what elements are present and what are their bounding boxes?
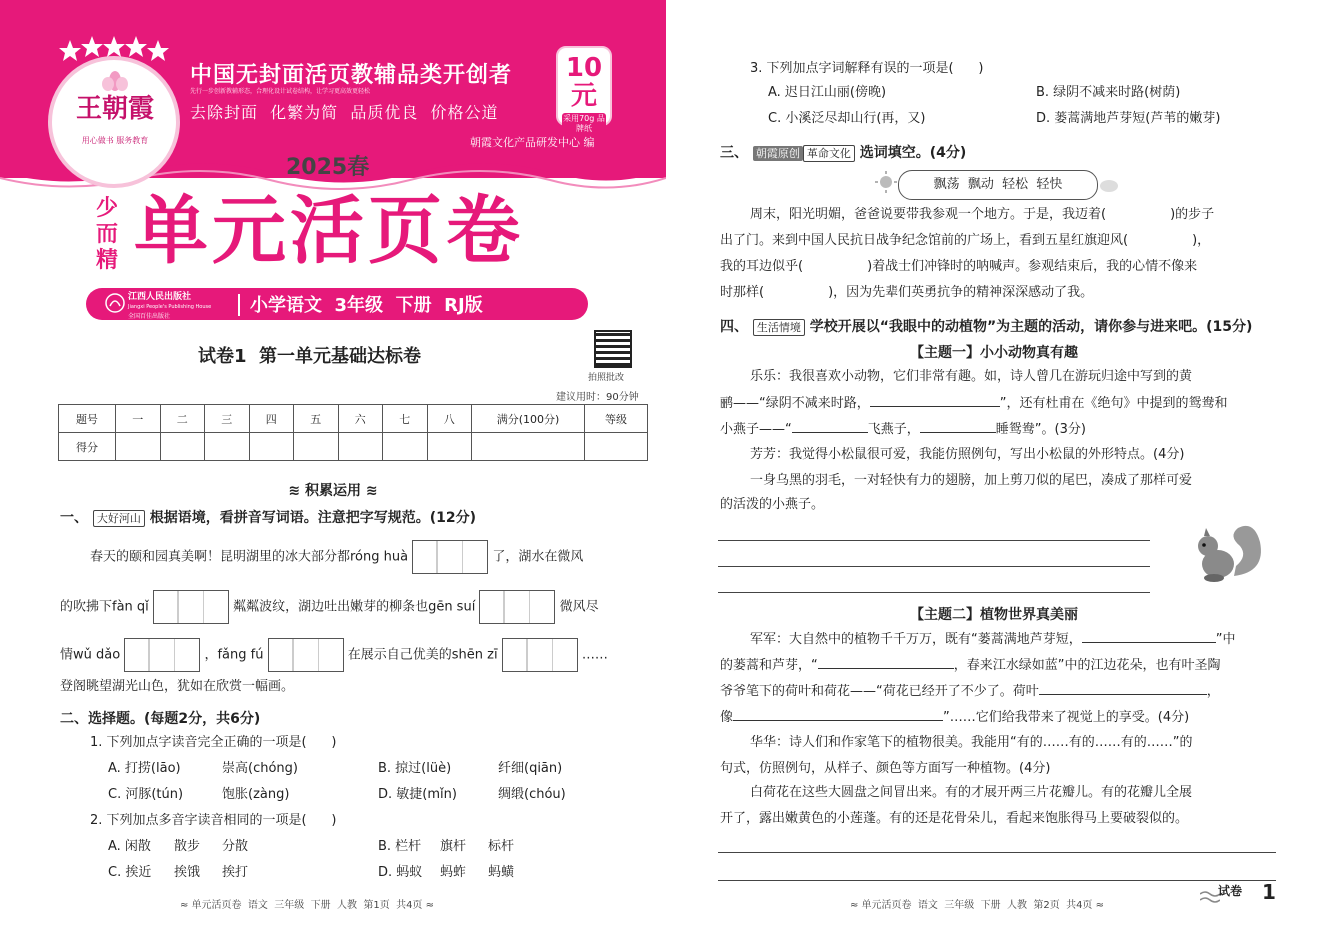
table-row [59, 433, 648, 461]
option[interactable]: D. 敏捷(mǐn) [378, 787, 457, 802]
writing-box[interactable] [502, 638, 578, 672]
theme2-line: 华华：诗人们和作家笔下的植物很美。我能用“有的……有的……有的……”的 [750, 735, 1193, 750]
option-word: 饱胀(zàng) [222, 787, 290, 802]
writing-box[interactable] [153, 590, 229, 624]
score-input[interactable] [116, 433, 161, 461]
option[interactable]: A. 迟日江山丽(傍晚) [768, 85, 887, 100]
theme-2-title: 【主题二】植物世界真美丽 [910, 607, 1078, 623]
answer-line[interactable] [718, 540, 1150, 541]
q2-sub-2: 2. 下列加点多音字读音相同的一项是( ) [90, 813, 337, 828]
option-word: 蚂蚱 [440, 865, 467, 880]
paper-badge-number: 1 [1262, 880, 1276, 904]
publisher-name: 江西人民出版社 [128, 292, 192, 302]
sec3-line-1: 周末，阳光明媚，爸爸说要带我参观一个地方。于是，我迈着( )的步子 [750, 204, 1214, 226]
side-word: 少 [95, 196, 118, 221]
test-title: 试卷1 第一单元基础达标卷 [198, 346, 422, 367]
fill-blank[interactable] [1082, 628, 1216, 643]
table-cell: 满分(100分) [472, 405, 585, 433]
star-crown-icon [58, 36, 170, 66]
option[interactable]: B. 绿阴不减来时路(树荫) [1036, 85, 1181, 100]
score-input[interactable] [427, 433, 472, 461]
score-input[interactable] [338, 433, 383, 461]
fill-blank[interactable] [818, 654, 954, 669]
writing-box[interactable] [479, 590, 555, 624]
table-cell: 六 [338, 405, 383, 433]
theme2-line: 的蒌蒿和芦芽，“ ，春来江水绿如蓝”中的江边花朵，也有叶圣陶 [720, 654, 1221, 677]
writing-box[interactable] [268, 638, 344, 672]
theme2-line: 句式，仿照例句，从样子、颜色等方面写一种植物。(4分) [720, 761, 1051, 776]
question-2-head: 二、选择题。(每题2分，共6分) [60, 711, 261, 727]
book-title: 单元活页卷 [134, 188, 524, 274]
score-input[interactable] [249, 433, 294, 461]
option[interactable]: D. 蒌蒿满地芦芽短(芦苇的嫩芽) [1036, 111, 1221, 126]
score-input[interactable] [160, 433, 205, 461]
price: 10元 [565, 53, 603, 111]
theme1-line: 鹂——“绿阴不减来时路， ”，还有杜甫在《绝句》中提到的鸳鸯和 [720, 392, 1228, 415]
qr-label: 拍照批改 [588, 373, 625, 383]
fill-blank[interactable] [1106, 204, 1170, 218]
table-cell: 等级 [585, 405, 648, 433]
writing-box[interactable] [124, 638, 200, 672]
page-footer: ≈ 单元活页卷 语文 三年级 下册 人教 第1页 共4页 ≈ [180, 900, 434, 911]
question-1-head: 一、 大好河山 根据语境，看拼音写词语。注意把字写规范。(12分) [60, 510, 477, 526]
theme1-line: 芳芳：我觉得小松鼠很可爱，我能仿照例句，写出小松鼠的外形特点。(4分) [750, 447, 1185, 462]
table-cell: 五 [294, 405, 339, 433]
q1-line-3: 情wǔ dǎo ，fǎng fú 在展示自己优美的shēn zī …… [60, 638, 608, 672]
writing-box[interactable] [412, 540, 488, 574]
sun-icon [874, 170, 898, 194]
score-table [58, 404, 648, 461]
side-word: 而 [95, 222, 118, 247]
table-cell: 四 [249, 405, 294, 433]
option[interactable]: D. 蚂蚁 [378, 865, 423, 880]
theme1-line: 一身乌黑的羽毛，一对轻快有力的翅膀，加上剪刀似的尾巴，凑成了那样可爱 [750, 473, 1193, 488]
brand-sub: 用心做书 服务教育 [81, 136, 149, 145]
time-note: 建议用时：90分钟 [556, 392, 639, 403]
q3-stem: 3. 下列加点字词解释有误的一项是( ) [750, 61, 984, 76]
section-4-head: 四、 生活情境 学校开展以“我眼中的动植物”为主题的活动，请你参与进来吧。(15分) [720, 319, 1253, 335]
tag-label: 大好河山 [93, 510, 145, 527]
tag-label: 生活情境 [753, 319, 805, 336]
fill-blank[interactable] [1128, 230, 1192, 244]
price-tag [556, 46, 612, 133]
paper-note: 采用70g 品牌纸 [563, 114, 605, 133]
sec3-line-2: 出了门。来到中国人民抗日战争纪念馆前的广场上，看到五星红旗迎风( )， [720, 230, 1210, 252]
q1-line-1: 春天的颐和园真美啊！昆明湖里的冰大部分都róng huà 了，湖水在微风 [90, 540, 583, 574]
table-cell: 得分 [59, 433, 116, 461]
fill-blank[interactable] [870, 392, 1000, 407]
sec3-line-3: 我的耳边似乎( )着战士们冲锋时的呐喊声。参观结束后，我的心情不像来 [720, 256, 1197, 278]
word-bank: 飘荡 飘动 轻松 轻快 [898, 170, 1098, 200]
qr-code[interactable] [594, 330, 632, 368]
fill-blank[interactable] [764, 282, 828, 296]
option-word: 蚂蟥 [488, 865, 515, 880]
option-word: 标杆 [488, 839, 515, 854]
season-label: 2025春 [286, 155, 370, 180]
sec3-line-4: 时那样( )，因为先辈们英勇抗争的精神深深感动了我。 [720, 282, 1093, 304]
answer-line[interactable] [718, 880, 1276, 881]
option-word: 分散 [222, 839, 249, 854]
section-3-head: 三、 朝霞原创 革命文化 选词填空。(4分) [720, 145, 967, 161]
theme2-line: 军军：大自然中的植物千千万万，既有“蒌蒿满地芦芽短， ”中 [750, 628, 1236, 651]
option[interactable]: C. 小溪泛尽却山行(再，又) [768, 111, 926, 126]
answer-line[interactable] [718, 852, 1276, 853]
option-word: 崇高(chóng) [222, 761, 298, 776]
section-heading: ≋ 积累运用 ≋ [288, 483, 378, 499]
option[interactable]: C. 挨近 [108, 865, 152, 880]
fill-blank[interactable] [733, 706, 943, 721]
table-cell: 题号 [59, 405, 116, 433]
theme2-line: 爷爷笔下的荷叶和荷花——“荷花已经开了不少了。荷叶 ， [720, 680, 1220, 703]
option[interactable]: C. 河豚(tún) [108, 787, 184, 802]
option-word: 挨饿 [174, 865, 201, 880]
option-word: 挨打 [222, 865, 249, 880]
table-cell: 七 [383, 405, 428, 433]
fill-blank[interactable] [1039, 680, 1207, 695]
slogan-small: 先行一步创新教辅形态，合理化设计试卷结构，让学习更高效更轻松 [190, 88, 371, 95]
publisher-sub: 全国百佳出版社 [128, 313, 171, 320]
squirrel-illustration [1188, 516, 1268, 588]
cloud-icon [1098, 174, 1120, 194]
answer-line[interactable] [718, 566, 1150, 567]
option-word: 旗杆 [440, 839, 467, 854]
option-word: 纤细(qiān) [498, 761, 563, 776]
option[interactable]: B. 掠过(lüè) [378, 761, 452, 776]
theme1-line: 的活泼的小燕子。 [720, 497, 825, 512]
brand-name: 王朝霞 [75, 94, 154, 124]
option[interactable]: B. 栏杆 [378, 839, 422, 854]
publisher [128, 292, 211, 322]
fill-blank[interactable] [920, 418, 996, 433]
table-cell: 一 [116, 405, 161, 433]
option-word: 绸缎(chóu) [498, 787, 566, 802]
theme-1-title: 【主题一】小小动物真有趣 [910, 345, 1078, 361]
publisher-logo-icon [104, 292, 126, 314]
wave-icon: ≋ [288, 483, 305, 499]
fill-blank[interactable] [792, 418, 868, 433]
q2-sub-1: 1. 下列加点字读音完全正确的一项是( ) [90, 735, 337, 750]
theme2-line: 像 ”……它们给我带来了视觉上的享受。(4分) [720, 706, 1189, 729]
table-row [59, 405, 648, 433]
score-input[interactable] [383, 433, 428, 461]
slogan-features: 去除封面 化繁为简 品质优良 价格公道 [190, 103, 499, 122]
paper-badge: 试卷 [1218, 884, 1243, 898]
side-words [92, 196, 122, 274]
answer-line[interactable] [718, 592, 1150, 593]
slogan-main: 中国无封面活页教辅品类开创者 [190, 63, 513, 88]
tag-label: 朝霞原创 [753, 146, 803, 161]
wave-icon: ≋ [361, 483, 378, 499]
theme2-line: 开了，露出嫩黄色的小莲蓬。有的还是花骨朵儿，看起来饱胀得马上要破裂似的。 [720, 811, 1189, 826]
table-cell: 二 [160, 405, 205, 433]
option[interactable]: A. 打捞(lāo) [108, 761, 181, 776]
score-input[interactable] [472, 433, 585, 461]
q1-line-2: 的吹拂下fàn qǐ 粼粼波纹，湖边吐出嫩芽的柳条也gēn suí 微风尽 [60, 590, 599, 624]
fill-blank[interactable] [803, 256, 867, 270]
theme1-line: 小燕子——“ 飞燕子， 睡鸳鸯”。(3分) [720, 418, 1086, 441]
divider [238, 294, 240, 316]
publisher-en: Jiangxi People's Publishing House [128, 304, 212, 310]
q1-line-4: 登阁眺望湖光山色，犹如在欣赏一幅画。 [60, 679, 295, 694]
table-cell: 八 [427, 405, 472, 433]
score-input[interactable] [585, 433, 648, 461]
theme1-line: 乐乐：我很喜欢小动物，它们非常有趣。如，诗人曾几在游玩归途中写到的黄 [750, 369, 1193, 384]
subtitle: 小学语文 3年级 下册 RJ版 [250, 295, 483, 316]
tag-label: 革命文化 [803, 145, 855, 162]
score-input[interactable] [205, 433, 250, 461]
page-footer: ≈ 单元活页卷 语文 三年级 下册 人教 第2页 共4页 ≈ [850, 900, 1104, 911]
theme2-line: 白荷花在这些大圆盘之间冒出来。有的才展开两三片花瓣儿。有的花瓣儿全展 [750, 785, 1193, 800]
score-input[interactable] [294, 433, 339, 461]
option[interactable]: A. 闲散 [108, 839, 151, 854]
wave-lines-icon [1200, 888, 1220, 908]
option-word: 散步 [174, 839, 201, 854]
editor-credit: 朝霞文化产品研发中心 编 [470, 136, 595, 149]
side-word: 精 [95, 248, 118, 273]
table-cell: 三 [205, 405, 250, 433]
